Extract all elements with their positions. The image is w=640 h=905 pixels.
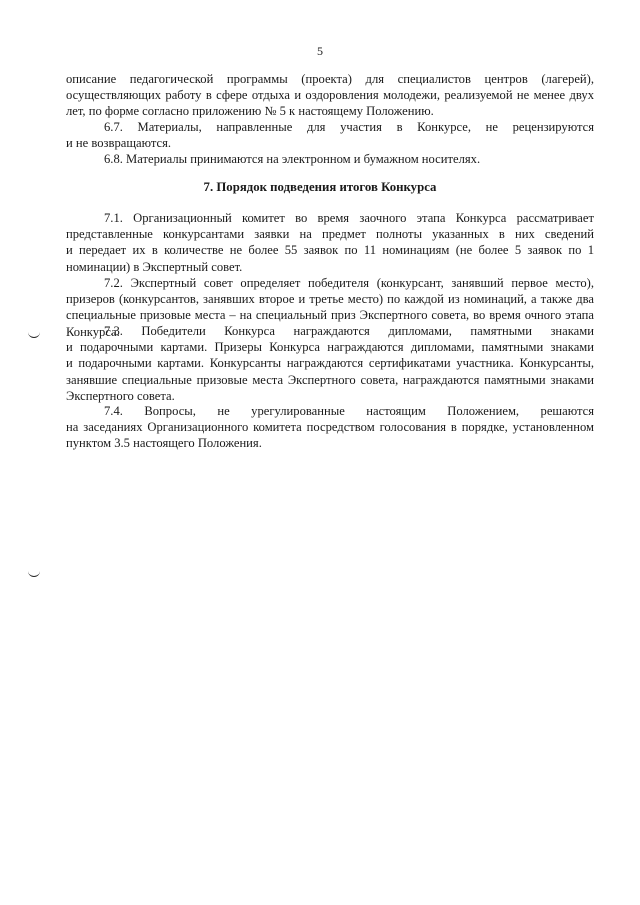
text-line: и подарочными картами. Конкурсанты награждаются сертификатами участника. Конкурсанты, xyxy=(66,356,594,371)
paragraph-7-1 xyxy=(66,210,594,275)
text-line: на заседаниях Организационного комитета посредством голосования в порядке, установленном xyxy=(66,420,594,435)
text-line: Конкурса. xyxy=(66,324,120,339)
text-line: и подарочными картами. Призеры Конкурса награждаются дипломами, памятными знаками xyxy=(66,340,594,355)
text-line: 7.3. Победители Конкурса награждаются дипломами, памятными знаками xyxy=(104,324,594,338)
paragraph-6-8 xyxy=(66,151,594,167)
text-line: 6.8. Материалы принимаются на электронном и бумажном носителях. xyxy=(104,152,481,166)
text-line: описание педагогической программы (проекта) для специалистов центров (лагерей), xyxy=(66,72,594,86)
text-line: пунктом 3.5 настоящего Положения. xyxy=(66,436,262,451)
paragraph-6-7 xyxy=(66,119,594,151)
text-line: 6.7. Материалы, направленные для участия в Конкурсе, не рецензируются xyxy=(104,120,594,134)
text-line: Экспертного совета. xyxy=(66,388,175,403)
text-line: лет, по форме согласно приложению № 5 к настоящему Положению. xyxy=(66,104,434,119)
text-line: призеров (конкурсантов, занявших второе и третье место) по каждой из номинаций, а также два xyxy=(66,292,594,307)
paragraph-7-3 xyxy=(66,323,594,404)
text-line: представленные конкурсантами заявки на предмет полноты указанных в них сведений xyxy=(66,227,594,242)
binder-hole-mark xyxy=(28,331,40,338)
paragraph-7-4 xyxy=(66,403,594,452)
text-line: и не возвращаются. xyxy=(66,136,172,151)
text-line: номинации) в Экспертный совет. xyxy=(66,259,243,274)
binder-hole-mark xyxy=(28,570,40,577)
text-line: специальные призовые места – на специальный приз Экспертного совета, во время очного этапа xyxy=(66,308,594,323)
text-line: осуществляющих работу в сфере отдыха и оздоровления молодежи, реализуемой не менее двух xyxy=(66,88,594,103)
page-number: 5 xyxy=(317,44,323,58)
text-line: 7.4. Вопросы, не урегулированные настоящим Положением, решаются xyxy=(104,404,594,418)
section-heading: 7. Порядок подведения итогов Конкурса xyxy=(203,180,437,194)
text-line: и передает их в количестве не более 55 заявок по 11 номинациям (не более 5 заявок по 1 xyxy=(66,243,594,258)
text-line: 7.1. Организационный комитет во время заочного этапа Конкурса рассматривает xyxy=(104,211,594,225)
paragraph-6-6-continuation xyxy=(66,71,594,120)
text-line: занявшие специальные призовые места Экспертного совета, награждаются памятными знаками xyxy=(66,372,594,387)
text-line: 7.2. Экспертный совет определяет победителя (конкурсант, занявший первое место), xyxy=(104,276,594,290)
